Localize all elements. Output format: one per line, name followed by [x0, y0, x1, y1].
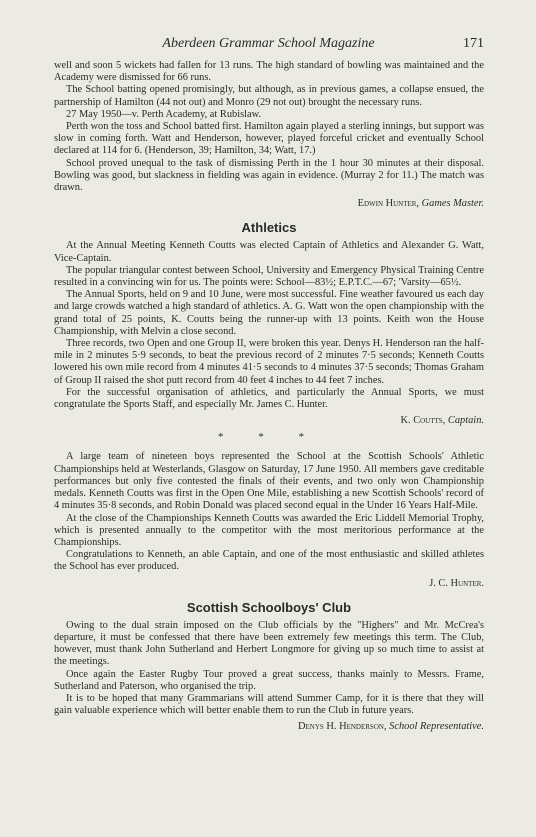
section-title-athletics: Athletics	[241, 220, 297, 236]
signature-name: K. Coutts,	[400, 415, 446, 427]
paragraph: The Annual Sports, held on 9 and 10 June, were most successful. Fine weather favoured us each day and large crowds watched a high standard of athletics. A. G. Watt won the open championship with the grand total of 25 points, K. Coutts being the runner-up with 13 points. Keith won the House Championship, with Melvin a close second.	[54, 289, 484, 337]
cricket-section	[54, 60, 484, 210]
magazine-title: Aberdeen Grammar School Magazine	[162, 36, 375, 51]
signature	[54, 198, 484, 210]
paragraph: Owing to the dual strain imposed on the Club officials by the "Highers" and Mr. McCrea's departure, it must be confessed that there have been extremely few meetings this term. The Club, however, must thank John Sutherland and Herbert Longmore for giving up so much time to assist at the meetings.	[54, 619, 484, 668]
paragraph: Congratulations to Kenneth, an able Captain, and one of the most enthusiastic and skilled athletes the School has ever produced.	[54, 549, 484, 573]
paragraph: well and soon 5 wickets had fallen for 13 runs. The high standard of bowling was maintained and the Academy were dismissed for 66 runs.	[54, 60, 484, 84]
paragraph: Perth won the toss and School batted first. Hamilton again played a sterling innings, but support was slow in coming forth. Watt and Henderson, however, played forceful cricket and eventually School declared at 114 for 6. (Henderson, 39; Hamilton, 34; Watt, 17.)	[54, 121, 484, 157]
page-header	[54, 36, 484, 52]
club-section	[54, 620, 484, 734]
signature-role: Captain.	[447, 415, 484, 427]
paragraph: The School batting opened promisingly, but although, as in previous games, a collapse ensued, the partnership of Hamilton (44 not out) and Monro (29 not out) brought the necessary runs.	[54, 84, 484, 108]
paragraph: The popular triangular contest between School, University and Emergency Physical Training Centre resulted in a convincing win for us. The points were: School—83½; E.P.T.C.—67; 'Varsity—65½.	[54, 264, 484, 289]
match-heading: 27 May 1950—v. Perth Academy, at Rubislaw.	[66, 108, 262, 120]
paragraph: School proved unequal to the task of dismissing Perth in the 1 hour 30 minutes at their disposal. Bowling was good, but slackness in fielding was again in evidence. (Murray 2 for 11.) The match was drawn.	[54, 157, 484, 194]
signature: J. C. Hunter.	[429, 577, 484, 589]
signature-role: Games Master.	[421, 198, 484, 210]
paragraph: At the close of the Championships Kenneth Coutts was awarded the Eric Liddell Memorial Trophy, which is presented annually to the competitor with the most meritorious performance at the Championships.	[54, 512, 484, 548]
page-number: 171	[463, 36, 484, 51]
paragraph: Three records, two Open and one Group II, were broken this year. Denys H. Henderson ran the half-mile in 2 minutes 5·9 seconds, to beat the previous record of 2 minutes 7·5 seconds; Kenneth Coutts lowered his own mile record from 4 minutes 41·5 seconds to 4 minutes 37·5 seconds; Thomas Graham of Group II raised the shot putt record from 40 feet 4 inches to 44 feet 7 inches.	[54, 338, 484, 386]
paragraph: It is to be hoped that many Grammarians will attend Summer Camp, for it is there that they will gain valuable experience which will better enable them to run the Club in future years.	[54, 692, 484, 717]
paragraph: At the Annual Meeting Kenneth Coutts was elected Captain of Athletics and Alexander G. Watt, Vice-Captain.	[54, 240, 484, 264]
paragraph: For the successful organisation of athletics, and particularly the Annual Sports, we must congratulate the Sports Staff, and especially Mr. James C. Hunter.	[54, 386, 484, 411]
athletics-section	[54, 240, 484, 589]
paragraph: A large team of nineteen boys represented the School at the Scottish Schools' Athletic Championships held at Westerlands, Glasgow on Saturday, 17 June 1950. All members gave creditable performances but only five contested the finals of their events, and two only won Championship medals. Kenneth Coutts was first in the Open One Mile, establishing a new Scottish Schools' record of 4 minutes 35·8 seconds, and Robin Donald was placed second equal in the Under 16 Years Half-Mile.	[54, 451, 484, 512]
signature-role: School Representative.	[389, 721, 484, 733]
signature	[54, 721, 484, 733]
signature	[54, 415, 484, 427]
signature-name: Denys H. Henderson,	[298, 721, 387, 733]
paragraph: Once again the Easter Rugby Tour proved a great success, thanks mainly to Messrs. Frame, Sutherland and Paterson, who organised the trip.	[54, 668, 484, 692]
signature-name: Edwin Hunter,	[357, 198, 420, 210]
section-divider: * * *	[218, 431, 320, 444]
section-title-club: Scottish Schoolboys' Club	[186, 599, 352, 615]
